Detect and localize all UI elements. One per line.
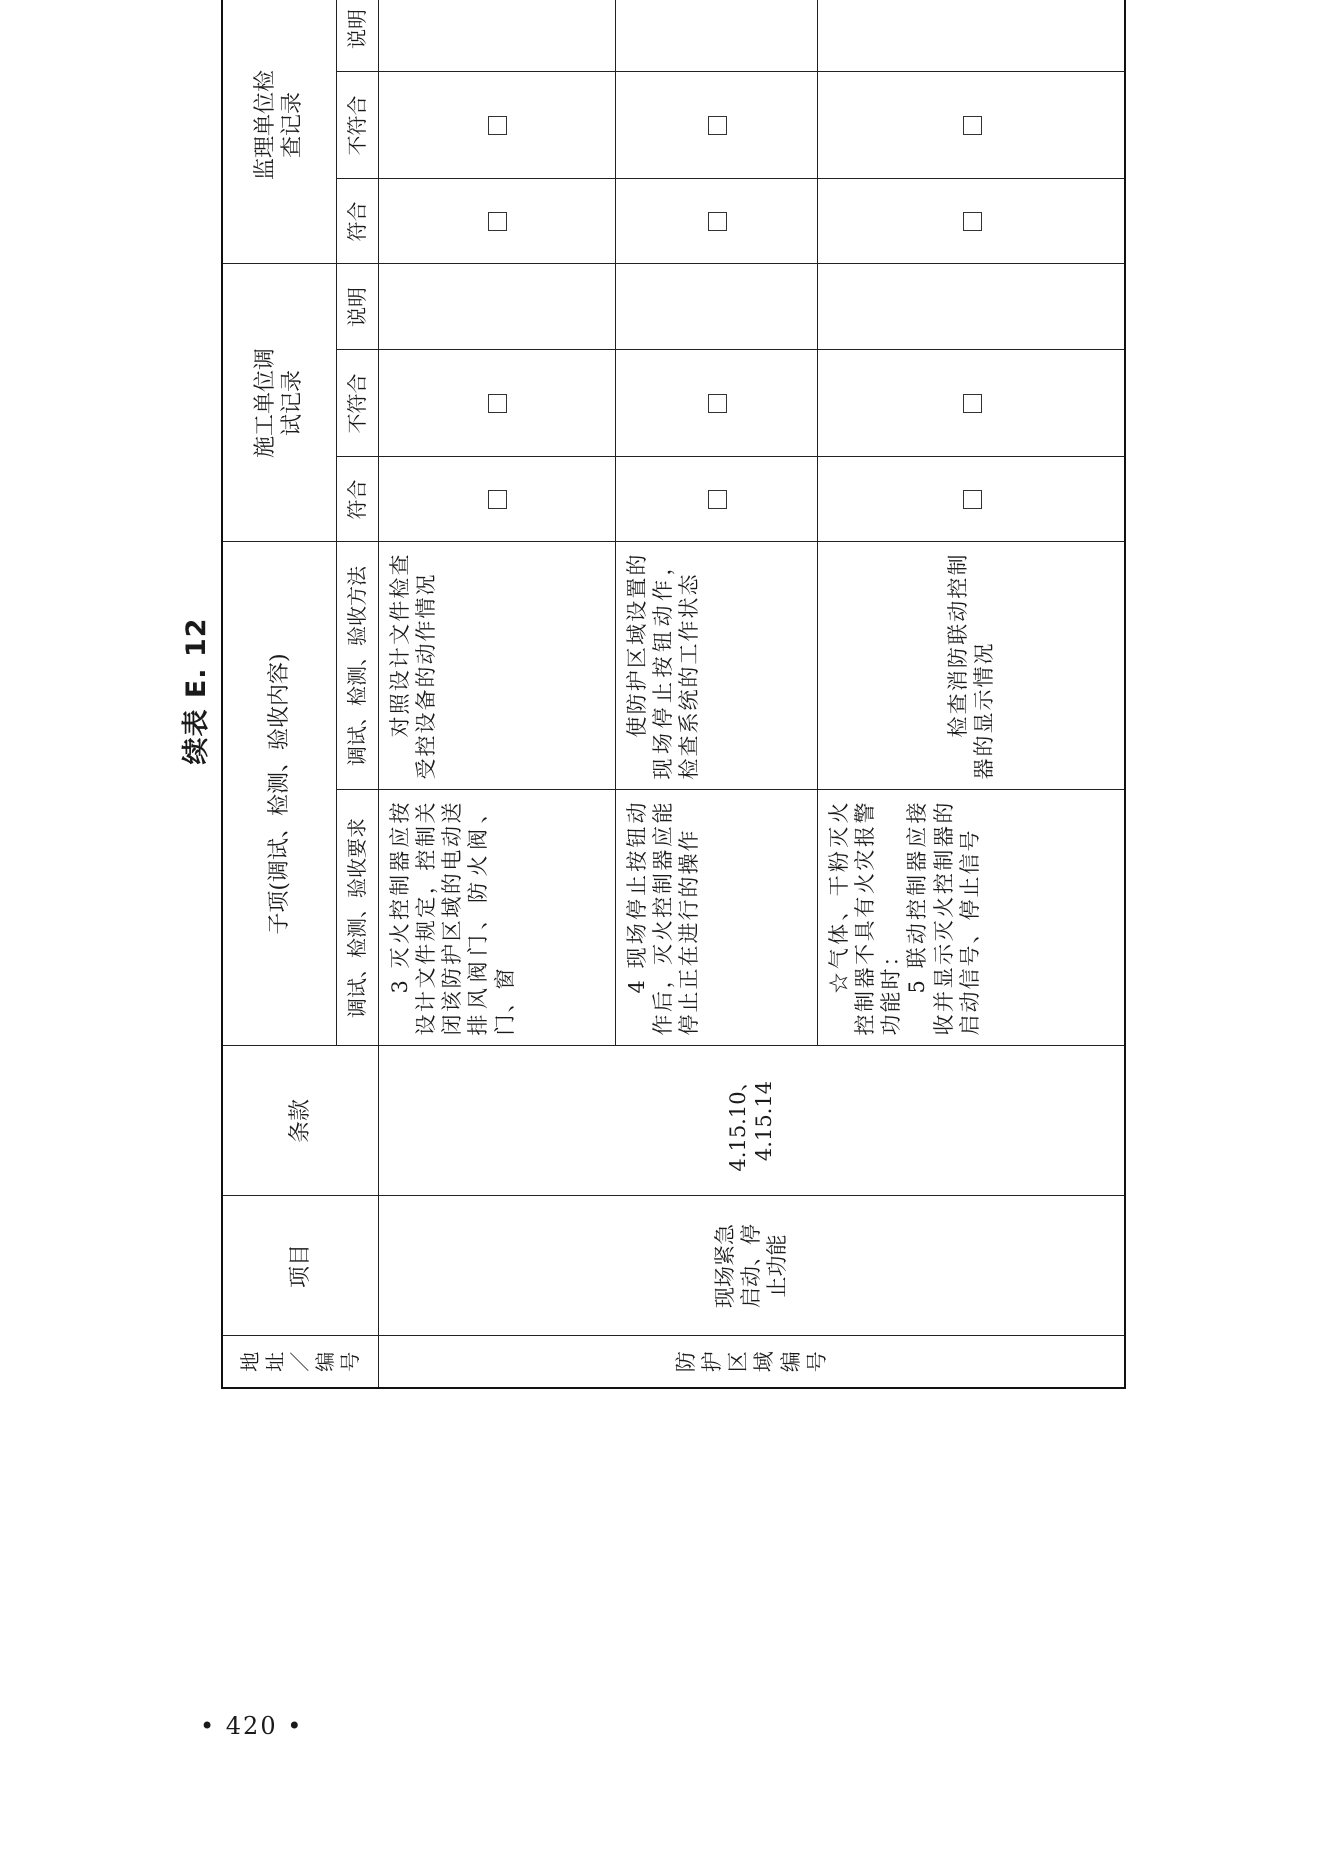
- header-requirement: 调试、检测、验收要求: [336, 790, 378, 1046]
- header-construction-nonconform: 不符合: [336, 350, 378, 457]
- method-cell: 检查消防联动控制器的显示情况: [817, 542, 1125, 790]
- checkbox[interactable]: [708, 212, 727, 231]
- supervision-note-cell[interactable]: [817, 0, 1125, 72]
- header-subitem: 子项(调试、检测、验收内容): [222, 542, 336, 1046]
- header-construction-note: 说明: [336, 264, 378, 350]
- table-title: 续表 E. 12: [181, 617, 212, 765]
- table-row: [378, 0, 615, 1388]
- checkbox[interactable]: [963, 490, 982, 509]
- header-project: 项目: [222, 1196, 378, 1336]
- checkbox[interactable]: [488, 212, 507, 231]
- requirement-cell: 4 现场停止按钮动作后，灭火控制器应能停止正在进行的操作: [615, 790, 817, 1046]
- supervision-conform-cell[interactable]: [378, 179, 615, 264]
- method-cell: 使防护区域设置的现场停止按钮动作，检查系统的工作状态: [615, 542, 817, 790]
- requirement-cell: 3 灭火控制器应按设计文件规定，控制关闭该防护区域的电动送排风阀门、防火阀、门、窗: [378, 790, 615, 1046]
- construction-note-cell[interactable]: [378, 264, 615, 350]
- supervision-nonconform-cell[interactable]: [378, 72, 615, 179]
- group-address: 防护区域编号: [378, 1336, 1125, 1388]
- supervision-note-cell[interactable]: [378, 0, 615, 72]
- checkbox[interactable]: [708, 394, 727, 413]
- construction-nonconform-cell[interactable]: [378, 350, 615, 457]
- supervision-nonconform-cell[interactable]: [615, 72, 817, 179]
- header-construction: 施工单位调试记录: [222, 264, 336, 542]
- acceptance-table: [221, 0, 1126, 1389]
- header-construction-conform: 符合: [336, 457, 378, 542]
- page-number: • 420 •: [200, 1712, 304, 1740]
- supervision-conform-cell[interactable]: [615, 179, 817, 264]
- supervision-conform-cell[interactable]: [817, 179, 1125, 264]
- construction-note-cell[interactable]: [615, 264, 817, 350]
- supervision-nonconform-cell[interactable]: [817, 72, 1125, 179]
- header-supervision-conform: 符合: [336, 179, 378, 264]
- checkbox[interactable]: [488, 490, 507, 509]
- requirement-cell: ☆气体、干粉灭火控制器不具有火灾报警功能时： 5 联动控制器应接收并显示灭火控制器的启动信号、停止信号: [817, 790, 1125, 1046]
- checkbox[interactable]: [963, 116, 982, 135]
- header-supervision-nonconform: 不符合: [336, 72, 378, 179]
- header-clause: 条款: [222, 1046, 378, 1196]
- checkbox[interactable]: [708, 116, 727, 135]
- checkbox[interactable]: [708, 490, 727, 509]
- construction-conform-cell[interactable]: [817, 457, 1125, 542]
- header-supervision-note: 说明: [336, 0, 378, 72]
- checkbox[interactable]: [488, 116, 507, 135]
- supervision-note-cell[interactable]: [615, 0, 817, 72]
- checkbox[interactable]: [488, 394, 507, 413]
- header-address: 地址／编号: [222, 1336, 378, 1388]
- checkbox[interactable]: [963, 394, 982, 413]
- header-method: 调试、检测、验收方法: [336, 542, 378, 790]
- checkbox[interactable]: [963, 212, 982, 231]
- group-project: 现场紧急启动、停止功能: [378, 1196, 1125, 1336]
- construction-nonconform-cell[interactable]: [817, 350, 1125, 457]
- method-cell: 对照设计文件检查受控设备的动作情况: [378, 542, 615, 790]
- construction-conform-cell[interactable]: [615, 457, 817, 542]
- construction-conform-cell[interactable]: [378, 457, 615, 542]
- header-supervision: 监理单位检查记录: [222, 0, 336, 264]
- construction-note-cell[interactable]: [817, 264, 1125, 350]
- group-clause: 4.15.10、4.15.14: [378, 1046, 1125, 1196]
- construction-nonconform-cell[interactable]: [615, 350, 817, 457]
